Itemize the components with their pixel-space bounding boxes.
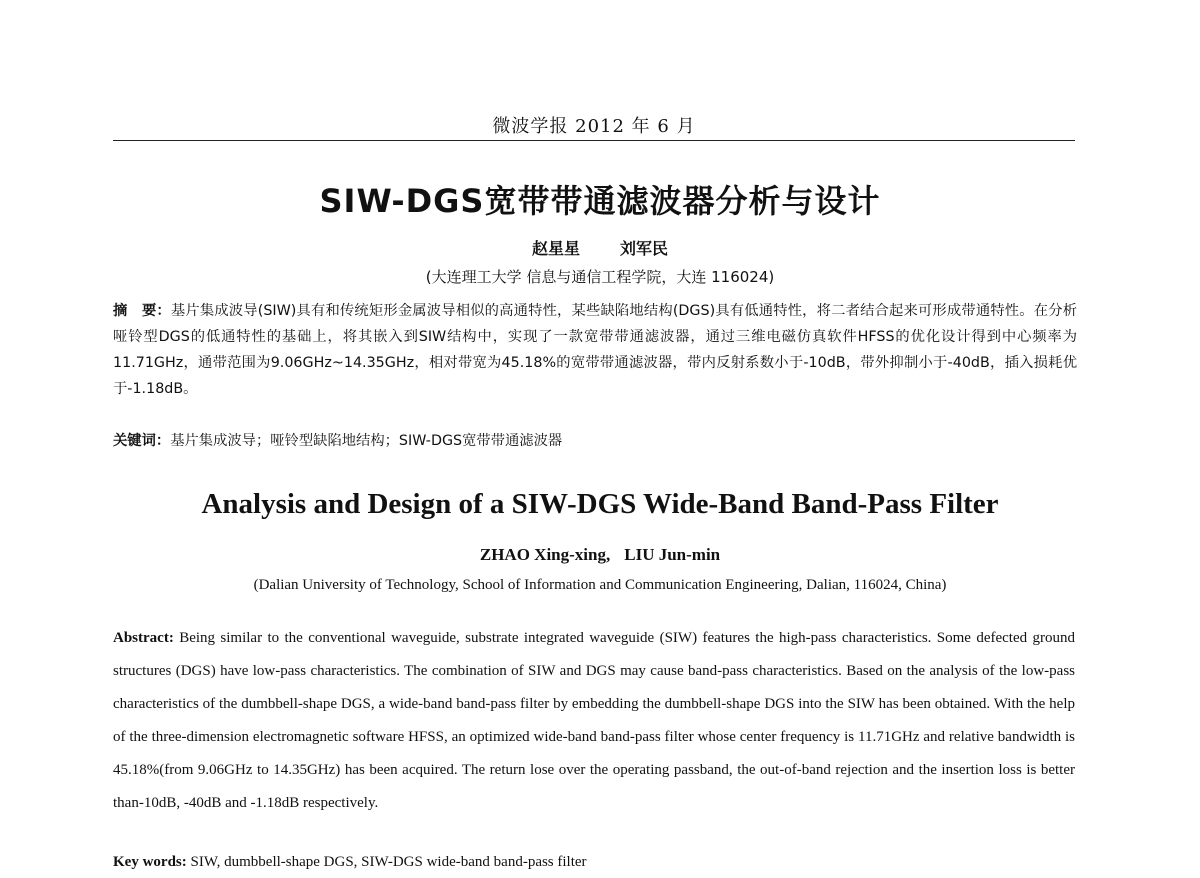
chinese-keywords-text: 基片集成波导；哑铃型缺陷地结构；SIW-DGS宽带带通滤波器 — [170, 433, 563, 449]
chinese-title: SIW-DGS宽带带通滤波器分析与设计 — [319, 182, 881, 220]
english-affiliation: (Dalian University of Technology, School of Information and Communication Engineering, Dalian, 116024, China) — [253, 577, 947, 593]
chinese-keywords-label: 关键词： — [113, 433, 171, 449]
chinese-abstract-text: 基片集成波导(SIW)具有和传统矩形金属波导相似的高通特性，某些缺陷地结构(DGS)具有低通特性，将二者结合起来可形成带通特性。在分析哑铃型DGS的低通特性的基础上，将其嵌入到SIW结构中，实现了一款宽带带通滤波器，通过三维电磁仿真软件HFSS的优化设计得到中心频率为11.71GHz，通带范围为9.06GHz~14.35GHz，相对带宽为45.18%的宽带带通滤波器，带内反射系数小于-10dB，带外抑制小于-40dB，插入损耗优于-1.18dB。 — [113, 303, 1077, 397]
chinese-abstract — [113, 298, 1077, 402]
english-abstract-text: Being similar to the conventional waveguide, substrate integrated waveguide (SIW) features the high-pass characteristics. Some defected ground structures (DGS) have low-pass characteristics. The combination of SIW and DGS may cause band-pass characteristics. Based on the analysis of the low-pass characteristics of the dumbbell-shape DGS, a wide-band band-pass filter by embedding the dumbbell-shape DGS into the SIW has been obtained. With the help of the three-dimension electromagnetic software HFSS, an optimized wide-band band-pass filter whose center frequency is 11.71GHz and relative bandwidth is 45.18%(from 9.06GHz to 14.35GHz) has been acquired. The return lose over the operating passband, the out-of-band rejection and the insertion loss is better than-10dB, -40dB and -1.18dB respectively. — [113, 630, 1075, 811]
chinese-author-1: 赵星星 — [531, 239, 580, 258]
chinese-affiliation: (大连理工大学 信息与通信工程学院，大连 116024) — [425, 268, 775, 286]
english-abstract-label: Abstract: — [113, 630, 174, 646]
english-authors — [0, 545, 1200, 565]
english-keywords — [113, 851, 1075, 873]
english-title: Analysis and Design of a SIW-DGS Wide-Band Band-Pass Filter — [201, 488, 999, 520]
english-keywords-label: Key words: — [113, 854, 187, 870]
chinese-abstract-label: 摘 要： — [113, 303, 171, 319]
english-author-1: ZHAO Xing-xing, — [479, 545, 611, 564]
journal-header: 微波学报 2012 年 6 月 — [492, 116, 696, 137]
chinese-author-2: 刘军民 — [620, 239, 669, 258]
chinese-keywords — [113, 428, 1077, 454]
english-abstract — [113, 622, 1075, 820]
chinese-authors — [0, 236, 1200, 259]
header-rule — [113, 140, 1075, 141]
english-author-2: LIU Jun-min — [624, 545, 721, 564]
english-keywords-text: SIW, dumbbell-shape DGS, SIW-DGS wide-band band-pass filter — [190, 854, 587, 870]
